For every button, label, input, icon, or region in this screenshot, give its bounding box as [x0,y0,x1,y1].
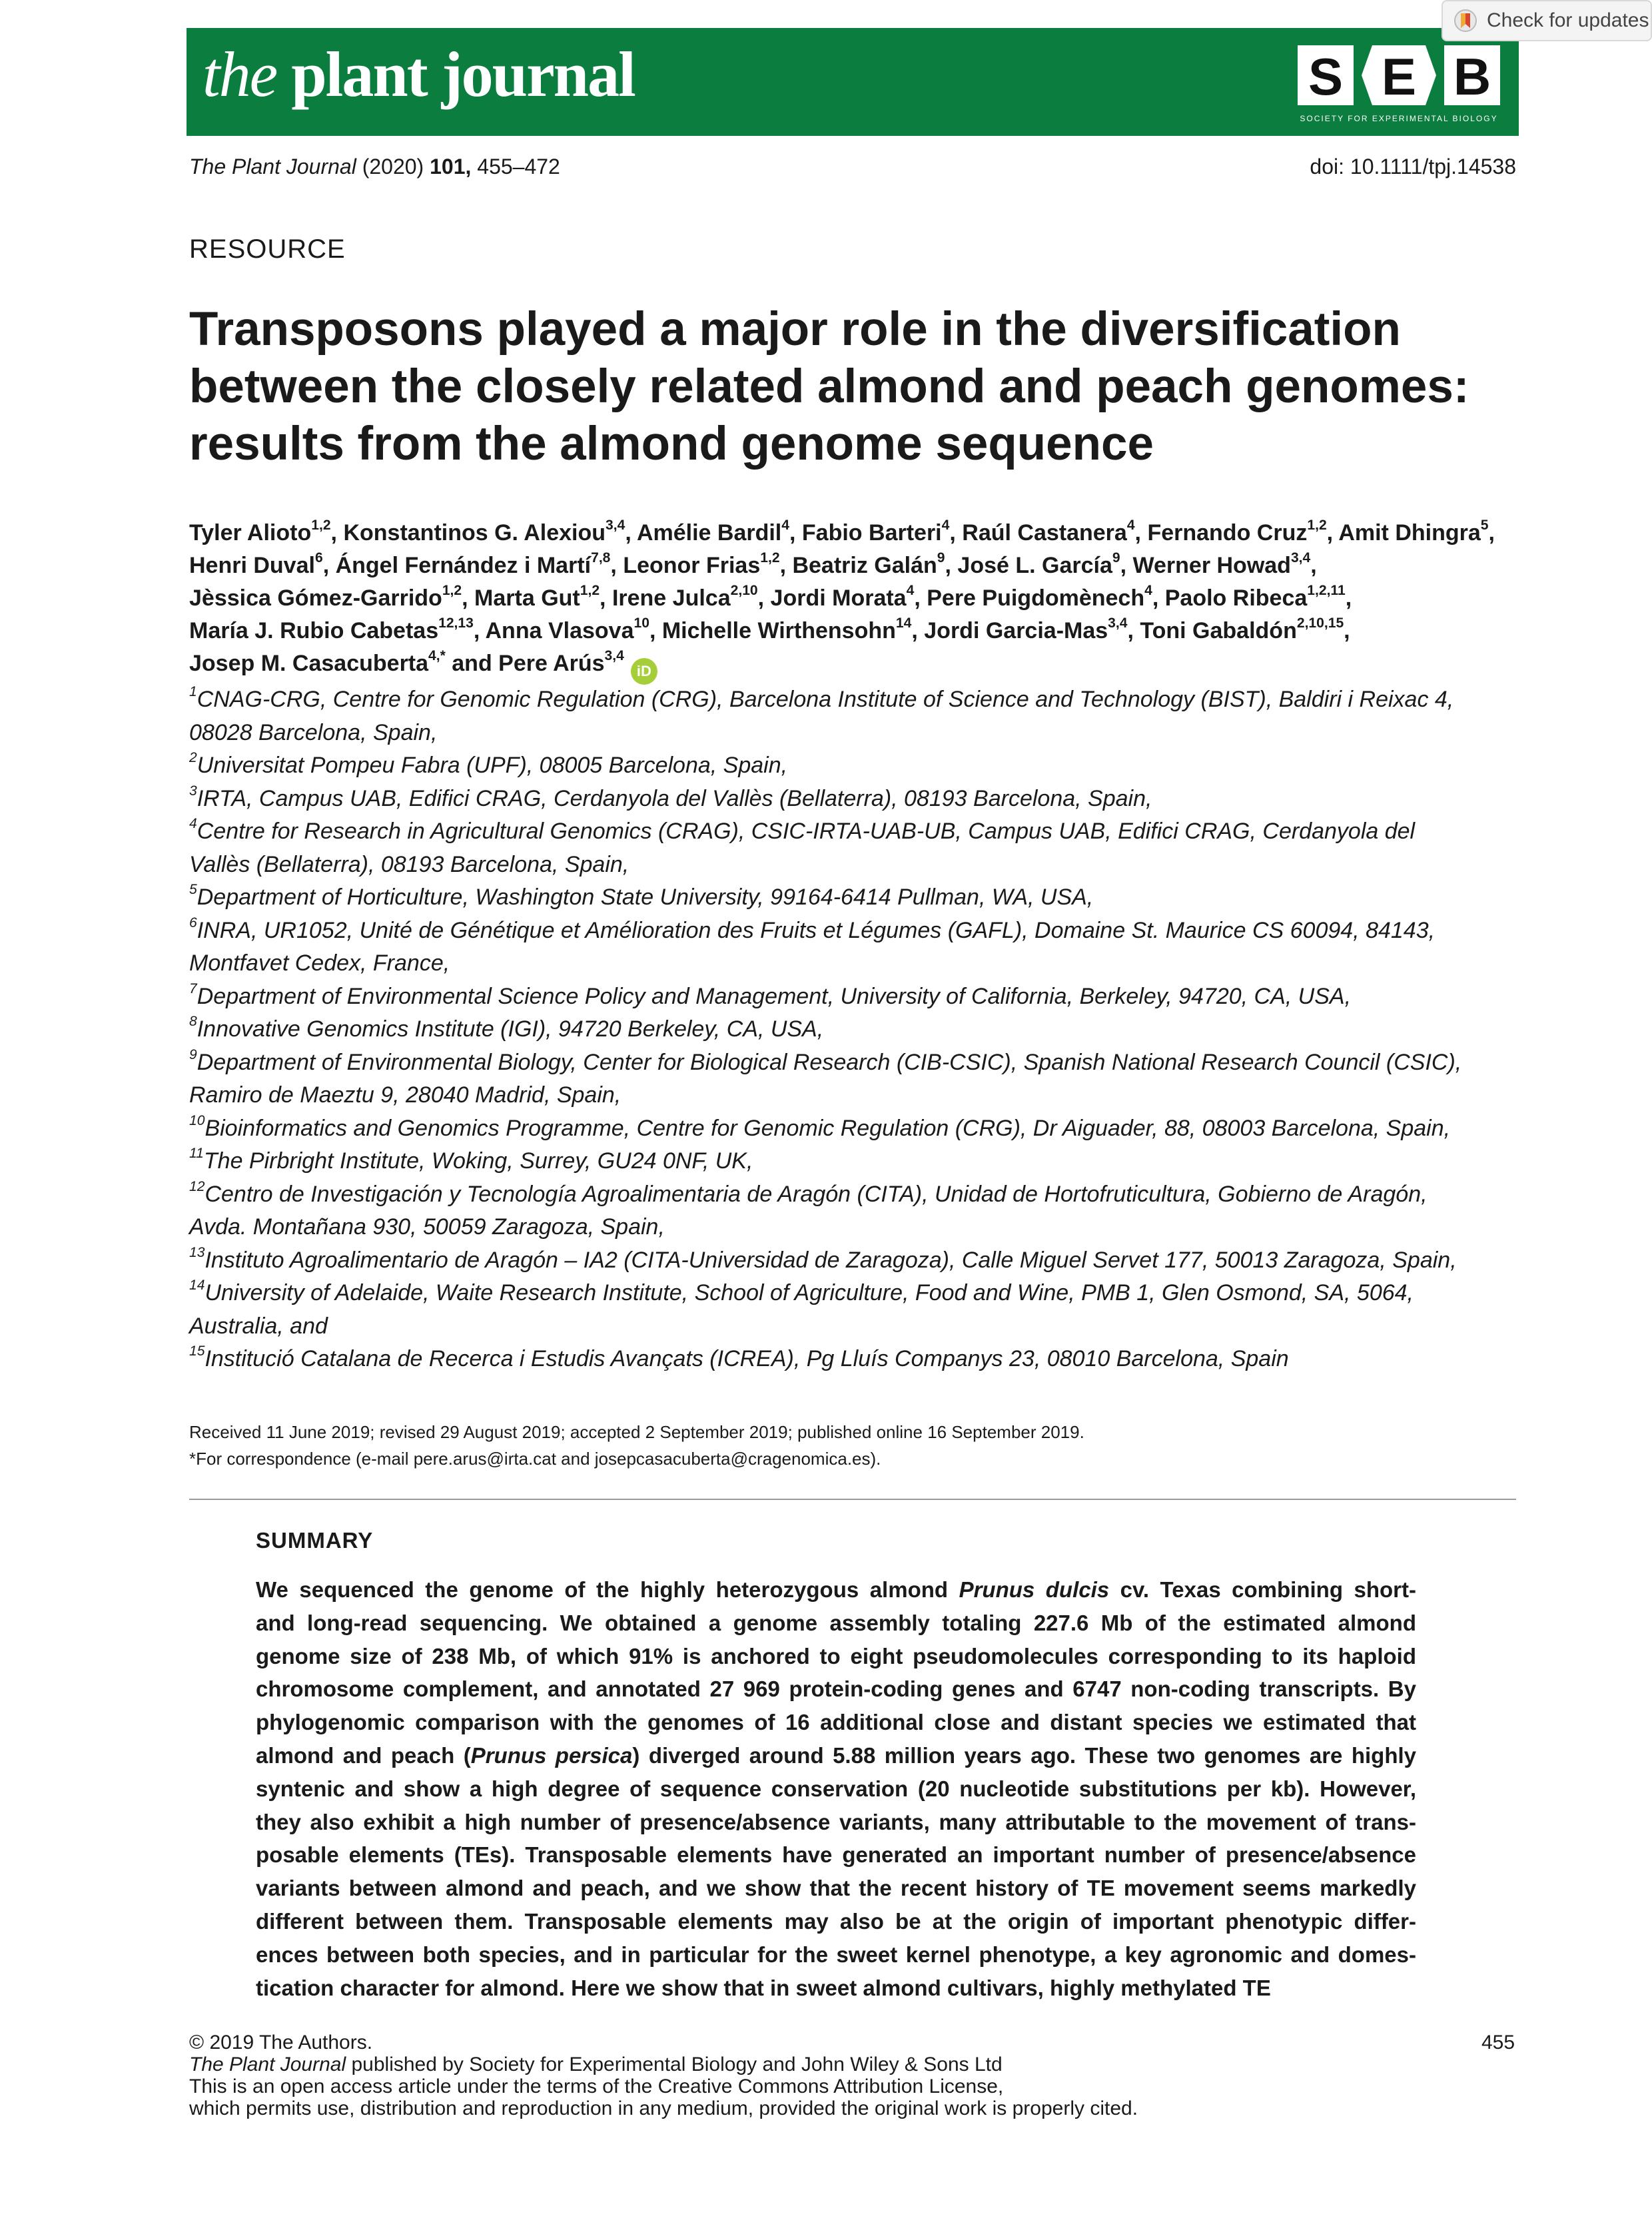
author-separator: , [1134,520,1148,546]
affiliation-number: 1 [189,684,197,700]
copyright: © 2019 The Authors. [189,2032,373,2053]
author-affiliation-marker: 4 [906,583,915,599]
affiliation-text: Instituto Agroalimentario de Aragón – IA2 (CITA-Universidad de Zaragoza), Calle Miguel Servet 177, 50013 Zaragoza, Spain, [205,1247,1457,1273]
author-affiliation-marker: 2,10 [730,583,758,599]
summary-text-run: syntenic and show a high degree of sequence conservation (20 nucleotide substitutions per kb). However, [256,1776,1416,1801]
author-name: José L. García [957,553,1112,578]
summary-text-run: variants between almond and peach, and we show that the recent history of TE movement seems markedly [256,1876,1416,1901]
affiliation-line [189,947,1528,980]
orcid-icon[interactable]: iD [631,658,657,685]
article-type-label: RESOURCE [189,234,346,264]
divider [189,1499,1516,1500]
author-affiliation-marker: 1,2 [580,583,600,599]
summary-text-run: phylogenomic comparison with the genomes of 16 additional close and distant species we estimated that [256,1710,1416,1735]
affiliation-text: The Pirbright Institute, Woking, Surrey, GU24 0NF, UK, [203,1148,753,1174]
author-affiliation-marker: 4 [1126,518,1135,534]
author-name: Jèssica Gómez-Garrido [189,585,442,611]
affiliation-text: INRA, UR1052, Unité de Génétique et Amélioration des Fruits et Légumes (GAFL), Domaine St. Maurice CS 60094, 84143, [197,917,1436,943]
author-line [189,647,1528,685]
article-title: Transposons played a major role in the diversification between the closely related almond and peach genomes: results from the almond genome sequence [189,303,1469,470]
author-name: Leonor Frias [623,553,761,578]
author-affiliation-marker: 1,2,11 [1307,583,1346,599]
author-separator: , [945,553,958,578]
author-name: Irene Julca [612,585,731,611]
author-affiliation-marker: 3,4 [1108,615,1128,631]
summary-heading: SUMMARY [256,1528,374,1553]
summary-line [256,1772,1416,1806]
author-separator: , [789,520,802,546]
affiliation-line [189,1310,1528,1343]
author-affiliation-marker: 12,13 [438,615,474,631]
doi-link[interactable]: doi: 10.1111/tpj.14538 [1310,155,1516,179]
summary-line [256,1938,1416,1972]
author-affiliation-marker: 4 [781,518,789,534]
author-name: María J. Rubio Cabetas [189,618,439,643]
summary-text-run: tication character for almond. Here we show that in sweet almond cultivars, highly methylated TE [256,1975,1271,2000]
check-for-updates-label: Check for updates [1487,9,1649,31]
citation-line: The Plant Journal (2020) 101, 455–472 [189,155,560,179]
author-affiliation-marker: 4 [1144,583,1152,599]
author-affiliation-marker: 9 [1112,550,1120,566]
affiliation-number: 14 [189,1278,205,1294]
author-affiliation-marker: 1,2 [442,583,462,599]
affiliation-number: 10 [189,1112,205,1128]
affiliation-text: Bioinformatics and Genomics Programme, Centre for Genomic Regulation (CRG), Dr Aiguader, 88, 08003 Barcelona, Spain, [205,1115,1451,1141]
author-name: Marta Gut [474,585,580,611]
affiliation-line [189,1244,1528,1278]
journal-logo: the plant journal [203,39,635,110]
affiliation-text: Avda. Montañana 930, 50059 Zaragoza, Spain, [189,1214,665,1240]
summary-line [256,1872,1416,1905]
affiliation-line [189,717,1528,750]
author-affiliation-marker: 9 [937,550,945,566]
author-separator: , [1488,520,1495,546]
affiliation-text: University of Adelaide, Waite Research Institute, School of Agriculture, Food and Wine, PMB 1, Glen Osmond, SA, 5064, [205,1280,1414,1305]
affiliation-line [189,980,1528,1014]
author-separator: , [322,553,336,578]
author-separator: , [473,618,486,643]
affiliation-number: 4 [189,816,197,832]
author-separator: , [757,585,771,611]
summary-line [256,1972,1416,2005]
summary-line [256,1706,1416,1739]
summary-text-run: cv. Texas combining short- [1109,1577,1416,1602]
author-line [189,517,1528,550]
author-affiliation-marker: 14 [895,615,912,631]
author-separator: , [1345,585,1352,611]
publication-history: Received 11 June 2019; revised 29 August 2019; accepted 2 September 2019; published online 16 September 2019. [189,1422,1084,1442]
affiliation-text: Innovative Genomics Institute (IGI), 94720 Berkeley, CA, USA, [197,1016,824,1042]
author-separator: , [625,520,637,546]
publisher-line: The Plant Journal published by Society for Experimental Biology and John Wiley & Sons Ltd [189,2053,1003,2075]
author-separator: , [1344,618,1350,643]
summary-text-run: they also exhibit a high number of presence/absence variants, many attributable to the movement of trans- [256,1809,1416,1834]
footer [189,2032,1138,2119]
author-name: Beatriz Galán [792,553,937,578]
author-affiliation-marker: 2,10,15 [1296,615,1344,631]
seb-caption: SOCIETY FOR EXPERIMENTAL BIOLOGY [1300,114,1498,123]
author-affiliation-marker: 5 [1480,518,1489,534]
author-separator: , [600,585,612,611]
affiliation-list [189,683,1528,1376]
affiliation-line [189,815,1528,849]
affiliation-text: Centro de Investigación y Tecnología Agroalimentaria de Aragón (CITA), Unidad de Hortofruticultura, Gobierno de Aragón, [205,1181,1428,1207]
crossmark-icon [1453,9,1477,33]
affiliation-text: CNAG-CRG, Centre for Genomic Regulation (CRG), Barcelona Institute of Science and Technology (BIST), Baldiri i Reixac 4, [197,687,1454,712]
author-name: Pere Puigdomènech [927,585,1145,611]
affiliation-line [189,849,1528,882]
author-name: Paolo Ribeca [1164,585,1308,611]
page-number: 455 [1481,2032,1515,2053]
affiliation-number: 13 [189,1244,205,1260]
author-name: Toni Gabaldón [1140,618,1297,643]
seb-letter: B [1453,47,1491,106]
summary-line [256,1838,1416,1872]
affiliation-number: 11 [189,1146,204,1162]
summary-text-run: ) diverged around 5.88 million years ago. These two genomes are highly [632,1742,1416,1768]
author-name: Jordi Morata [770,585,907,611]
affiliation-number: 12 [189,1178,205,1194]
affiliation-text: Department of Environmental Science Policy and Management, University of California, Berkeley, 94720, CA, USA, [197,983,1352,1009]
summary-text-run: genome size of 238 Mb, of which 91% is anchored to eight pseudomolecules corresponding to its haploid [256,1643,1416,1668]
author-separator: , [1152,585,1165,611]
affiliation-number: 15 [189,1343,205,1359]
author-name: Amélie Bardil [636,520,782,546]
summary-line [256,1672,1416,1706]
summary-text-run: almond and peach ( [256,1742,471,1768]
affiliation-text: Centre for Research in Agricultural Genomics (CRAG), CSIC-IRTA-UAB-UB, Campus UAB, Edifici CRAG, Cerdanyola del [197,819,1416,844]
author-name: Anna Vlasova [485,618,634,643]
author-affiliation-marker: 3,4 [604,648,624,664]
affiliation-line [189,1343,1528,1376]
author-affiliation-marker: 3,4 [606,518,625,534]
species-name: Prunus dulcis [959,1577,1110,1602]
author-name: Josep M. Casacuberta [189,651,429,676]
author-affiliation-marker: 4 [941,518,950,534]
affiliation-line [189,1046,1528,1080]
affiliation-number: 8 [189,1014,197,1030]
author-separator: , [1127,618,1140,643]
author-affiliation-marker: 3,4 [1290,550,1311,566]
affiliation-text: Ramiro de Maeztu 9, 28040 Madrid, Spain, [189,1082,621,1108]
author-separator: , [330,520,344,546]
author-separator: , [911,618,925,643]
seb-logo [1292,41,1505,128]
affiliation-number: 9 [189,1046,197,1062]
summary-text-run: chromosome complement, and annotated 27 969 protein-coding genes and 6747 non-coding transcripts. By [256,1676,1416,1702]
author-affiliation-marker: 1,2 [760,550,780,566]
affiliation-line [189,1211,1528,1244]
received-dates [189,1419,1084,1472]
affiliation-number: 6 [189,915,197,930]
author-name: Henri Duval [189,553,315,578]
author-affiliation-marker: 1,2 [1307,518,1327,534]
author-separator: , [462,585,475,611]
license-line: which permits use, distribution and reproduction in any medium, provided the original work is properly cited. [189,2097,1138,2119]
author-separator: , [914,585,927,611]
journal-banner [187,28,1519,136]
author-separator: and [445,651,499,676]
correspondence-note: *For correspondence (e-mail pere.arus@irta.cat and josepcasacuberta@cragenomica.es). [189,1449,881,1469]
affiliation-line [189,1277,1528,1310]
affiliation-line [189,1112,1528,1146]
check-for-updates-button[interactable] [1442,0,1652,41]
affiliation-line [189,1079,1528,1112]
summary-text-run: different between them. Transposable elements may also be at the origin of important phenotypic differ- [256,1908,1416,1934]
summary-text-run: posable elements (TEs). Transposable elements have generated an important number of presence/absence [256,1842,1416,1868]
author-name: Konstantinos G. Alexiou [343,520,606,546]
author-separator: , [649,618,662,643]
affiliation-text: Department of Environmental Biology, Center for Biological Research (CIB-CSIC), Spanish National Research Council (CSIC), [197,1049,1462,1075]
affiliation-line [189,749,1528,783]
affiliation-text: Australia, and [189,1313,328,1339]
author-name: Raúl Castanera [962,520,1127,546]
species-name: Prunus persica [470,1742,633,1768]
affiliation-number: 2 [189,750,197,766]
author-affiliation-marker: 6 [314,550,323,566]
affiliation-line [189,881,1528,915]
summary-text-run: ences between both species, and in particular for the sweet kernel phenotype, a key agronomic and domes- [256,1942,1416,1967]
summary-line [256,1573,1416,1607]
seb-letter: S [1308,47,1344,106]
summary-line [256,1739,1416,1772]
affiliation-text: Montfavet Cedex, France, [189,950,450,976]
affiliation-line [189,915,1528,948]
author-name: Werner Howad [1132,553,1291,578]
author-separator: , [1310,553,1317,578]
affiliation-line [189,1145,1528,1178]
affiliation-number: 3 [189,783,197,799]
affiliation-line [189,783,1528,816]
author-name: Pere Arús [498,651,605,676]
summary-line [256,1607,1416,1640]
affiliation-text: Vallès (Bellaterra), 08193 Barcelona, Spain, [189,851,629,877]
summary-text-run: and long-read sequencing. We obtained a genome assembly totaling 227.6 Mb of the estimated almond [256,1610,1416,1635]
affiliation-text: Institució Catalana de Recerca i Estudis Avançats (ICREA), Pg Lluís Companys 23, 08010 Barcelona, Spain [205,1346,1289,1371]
author-affiliation-marker: 10 [633,615,649,631]
author-name: Fabio Barteri [801,520,942,546]
affiliation-number: 5 [189,882,197,898]
summary-line [256,1806,1416,1839]
author-name: Amit Dhingra [1338,520,1481,546]
affiliation-line [189,683,1528,717]
author-separator: , [610,553,623,578]
author-separator: , [1326,520,1339,546]
license-line: This is an open access article under the terms of the Creative Commons Attribution License, [189,2075,1004,2097]
author-affiliation-marker: 1,2 [311,518,331,534]
affiliation-line [189,1013,1528,1046]
summary-text [256,1573,1416,2004]
author-name: Jordi Garcia-Mas [924,618,1108,643]
affiliation-text: IRTA, Campus UAB, Edifici CRAG, Cerdanyola del Vallès (Bellaterra), 08193 Barcelona, Spain, [197,785,1152,811]
summary-line [256,1640,1416,1673]
author-line [189,582,1528,615]
affiliation-text: 08028 Barcelona, Spain, [189,719,438,745]
author-separator: , [779,553,793,578]
affiliation-text: Universitat Pompeu Fabra (UPF), 08005 Barcelona, Spain, [197,753,788,778]
author-line [189,615,1528,647]
author-name: Michelle Wirthensohn [661,618,896,643]
author-name: Tyler Alioto [189,520,312,546]
author-separator: , [1120,553,1133,578]
affiliation-text: Department of Horticulture, Washington State University, 99164-6414 Pullman, WA, USA, [197,885,1094,910]
summary-line [256,1905,1416,1938]
author-separator: , [949,520,963,546]
affiliation-number: 7 [189,980,197,996]
author-name: Fernando Cruz [1147,520,1308,546]
author-list [189,517,1528,685]
author-line [189,550,1528,582]
seb-letter: E [1381,47,1417,106]
author-affiliation-marker: 4,* [428,648,446,664]
author-affiliation-marker: 7,8 [591,550,611,566]
summary-text-run: We sequenced the genome of the highly heterozygous almond [256,1577,959,1602]
affiliation-line [189,1178,1528,1212]
author-name: Ángel Fernández i Martí [335,553,592,578]
